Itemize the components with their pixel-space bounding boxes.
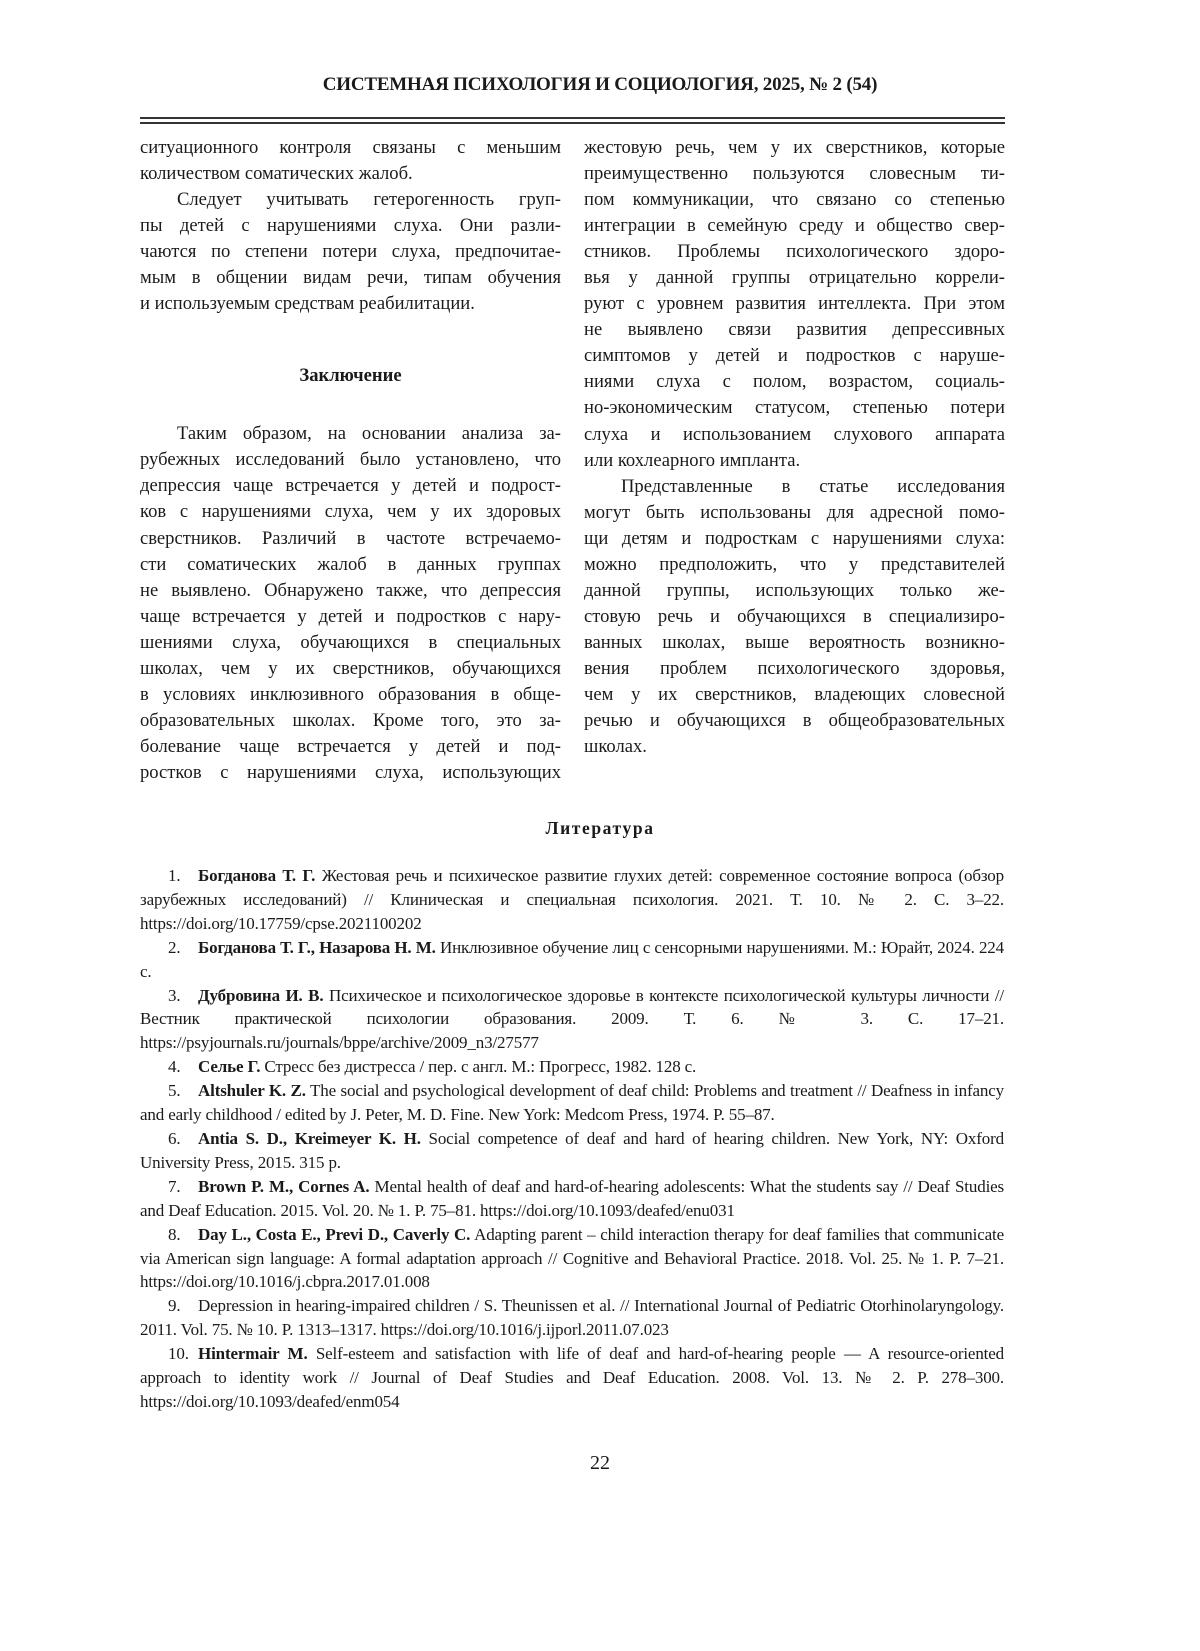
text-line: стников. Проблемы психологического здоро- xyxy=(584,239,1005,265)
reference-item xyxy=(140,1127,1004,1175)
text-line: шениями слуха, обучающихся в специальных xyxy=(140,630,561,656)
reference-item xyxy=(140,1223,1004,1295)
reference-text: Жестовая речь и психическое развитие глухих детей: современное состояние вопроса (обзор зарубежных исследований) // Клиническая и специальная психология. 2021. Т. 10. № 2. С. 3–22. https://doi.org/10.17759/cpse.2021100202 xyxy=(140,866,1004,933)
text-line: чаются по степени потери слуха, предпочитае- xyxy=(140,239,561,265)
text-line: речью и обучающихся в общеобразовательных xyxy=(584,708,1005,734)
spacer xyxy=(140,317,561,343)
text-line: сверстников. Различий в частоте встречаемо- xyxy=(140,526,561,552)
text-line: ситуационного контроля связаны с меньшим xyxy=(140,135,561,161)
text-line: пы детей с нарушениями слуха. Они разли- xyxy=(140,213,561,239)
text-line: не выявлено. Обнаружено также, что депрессия xyxy=(140,578,561,604)
reference-item xyxy=(140,1294,1004,1342)
paragraph xyxy=(140,187,561,317)
reference-number: 7. xyxy=(168,1175,198,1199)
references-list xyxy=(140,864,1004,1414)
text-line: вения проблем психологического здоровья, xyxy=(584,656,1005,682)
reference-number: 3. xyxy=(168,984,198,1008)
reference-item xyxy=(140,1342,1004,1414)
reference-author: Brown P. M., Cornes A. xyxy=(198,1177,369,1196)
text-line: мым в общении видам речи, типам обучения xyxy=(140,265,561,291)
left-column xyxy=(140,135,561,786)
text-line: и используемым средствам реабилитации. xyxy=(140,291,561,317)
text-line: симптомов у детей и подростков с наруше- xyxy=(584,343,1005,369)
text-line: преимущественно пользуются словесным ти- xyxy=(584,161,1005,187)
text-line: болевание чаще встречается у детей и под- xyxy=(140,734,561,760)
reference-item xyxy=(140,1079,1004,1127)
paragraph xyxy=(140,421,561,786)
paragraph xyxy=(584,474,1005,761)
reference-text: Стресс без дистресса / пер. с англ. М.: Прогресс, 1982. 128 с. xyxy=(264,1057,696,1076)
text-line: не выявлено связи развития депрессивных xyxy=(584,317,1005,343)
header-rule xyxy=(140,117,1005,119)
text-line: количеством соматических жалоб. xyxy=(140,161,561,187)
text-line: ниями слуха с полом, возрастом, социаль- xyxy=(584,369,1005,395)
text-line: школах, чем у их сверстников, обучающихся xyxy=(140,656,561,682)
reference-number: 4. xyxy=(168,1055,198,1079)
reference-item xyxy=(140,984,1004,1056)
reference-number: 6. xyxy=(168,1127,198,1151)
text-line: школах. xyxy=(584,734,1005,760)
reference-text: Психическое и психологическое здоровье в контексте психологической культуры личности // Вестник практической психологии образования. 2009. Т. 6. № 3. С. 17–21. https://psyjournals.ru/journals/bppe/archive/2009_n3/27577 xyxy=(140,986,1004,1053)
text-line: данной группы, использующих только же- xyxy=(584,578,1005,604)
text-line: вья у данной группы отрицательно коррели- xyxy=(584,265,1005,291)
text-line: жестовую речь, чем у их сверстников, которые xyxy=(584,135,1005,161)
reference-text: Инклюзивное обучение лиц с сенсорными нарушениями. М.: Юрайт, 2024. 224 с. xyxy=(140,938,1004,981)
text-line: руют с уровнем развития интеллекта. При этом xyxy=(584,291,1005,317)
reference-author: Селье Г. xyxy=(198,1057,260,1076)
reference-text: The social and psychological development of deaf child: Problems and treatment // Deafness in infancy and early childhood / edited by J. Peter, M. D. Fine. New York: Medcom Press, 1974. P. 55–87. xyxy=(140,1081,1004,1124)
text-line: чаще встречается у детей и подростков с нару- xyxy=(140,604,561,630)
spacer xyxy=(140,343,561,363)
reference-text: Depression in hearing-impaired children / S. Theunissen et al. // International Journal of Pediatric Otorhinolaryngology. 2011. Vol. 75. № 10. P. 1313–1317. https://doi.org/10.1016/j.ijporl.2011.07.023 xyxy=(140,1296,1004,1339)
text-line: ростков с нарушениями слуха, использующих xyxy=(140,760,561,786)
paragraph xyxy=(140,135,561,187)
reference-author: Antia S. D., Kreimeyer K. H. xyxy=(198,1129,421,1148)
text-line: рубежных исследований было установлено, что xyxy=(140,447,561,473)
text-line: Следует учитывать гетерогенность груп- xyxy=(140,187,561,213)
reference-number: 8. xyxy=(168,1223,198,1247)
reference-text: Social competence of deaf and hard of hearing children. New York, NY: Oxford University Press, 2015. 315 p. xyxy=(140,1129,1004,1172)
section-heading: Заключение xyxy=(140,363,561,389)
reference-number: 5. xyxy=(168,1079,198,1103)
text-line: или кохлеарного импланта. xyxy=(584,448,1005,474)
reference-text: Mental health of deaf and hard-of-hearing adolescents: What the students say // Deaf Studies and Deaf Education. 2015. Vol. 20. № 1. P. 75–81. https://doi.org/10.1093/deafed/enu031 xyxy=(140,1177,1004,1220)
reference-number: 1. xyxy=(168,864,198,888)
reference-author: Hintermair M. xyxy=(198,1344,308,1363)
text-line: чем у их сверстников, владеющих словесной xyxy=(584,682,1005,708)
text-line: ванных школах, выше вероятность возникно- xyxy=(584,630,1005,656)
text-line: образовательных школах. Кроме того, это за- xyxy=(140,708,561,734)
text-line: слуха и использованием слухового аппарата xyxy=(584,422,1005,448)
text-line: сти соматических жалоб в данных группах xyxy=(140,552,561,578)
text-line: щи детям и подросткам с нарушениями слуха: xyxy=(584,526,1005,552)
page-number: 22 xyxy=(0,1452,1200,1475)
paragraph xyxy=(584,135,1005,474)
reference-text: Adapting parent – child interaction therapy for deaf families that communicate via American sign language: A formal adaptation approach // Cognitive and Behavioral Practice. 2018. Vol. 25. № 1. P. 7–21. https://doi.org/10.1016/j.cbpra.2017.01.008 xyxy=(140,1225,1004,1292)
text-line: Таким образом, на основании анализа за- xyxy=(140,421,561,447)
text-line: можно предположить, что у представителей xyxy=(584,552,1005,578)
reference-number: 10. xyxy=(168,1342,198,1366)
reference-number: 9. xyxy=(168,1294,198,1318)
text-line: стовую речь и обучающихся в специализиро- xyxy=(584,604,1005,630)
right-column xyxy=(584,135,1005,760)
text-line: пом коммуникации, что связано со степенью xyxy=(584,187,1005,213)
spacer xyxy=(140,389,561,415)
reference-item xyxy=(140,864,1004,936)
text-line: ков с нарушениями слуха, чем у их здоровых xyxy=(140,499,561,525)
text-line: депрессия чаще встречается у детей и подрост- xyxy=(140,473,561,499)
reference-author: Altshuler K. Z. xyxy=(198,1081,306,1100)
reference-author: Day L., Costa E., Previ D., Caverly C. xyxy=(198,1225,470,1244)
reference-author: Богданова Т. Г. xyxy=(198,866,315,885)
header-rule xyxy=(140,122,1005,124)
text-line: могут быть использованы для адресной помо- xyxy=(584,500,1005,526)
text-line: Представленные в статье исследования xyxy=(584,474,1005,500)
reference-item xyxy=(140,936,1004,984)
text-line: но-экономическим статусом, степенью потери xyxy=(584,395,1005,421)
text-line: интеграции в семейную среду и общество свер- xyxy=(584,213,1005,239)
reference-text: Self-esteem and satisfaction with life of deaf and hard-of-hearing people — A resource-oriented approach to identity work // Journal of Deaf Studies and Deaf Education. 2008. Vol. 13. № 2. P. 278–300. https://doi.org/10.1093/deafed/enm054 xyxy=(140,1344,1004,1411)
text-line: в условиях инклюзивного образования в обще- xyxy=(140,682,561,708)
reference-item xyxy=(140,1055,1004,1079)
references-heading: Литература xyxy=(0,818,1200,839)
reference-number: 2. xyxy=(168,936,198,960)
reference-author: Дубровина И. В. xyxy=(198,986,323,1005)
reference-author: Богданова Т. Г., Назарова Н. М. xyxy=(198,938,436,957)
reference-item xyxy=(140,1175,1004,1223)
journal-header: СИСТЕМНАЯ ПСИХОЛОГИЯ И СОЦИОЛОГИЯ, 2025, № 2 (54) xyxy=(0,74,1200,96)
